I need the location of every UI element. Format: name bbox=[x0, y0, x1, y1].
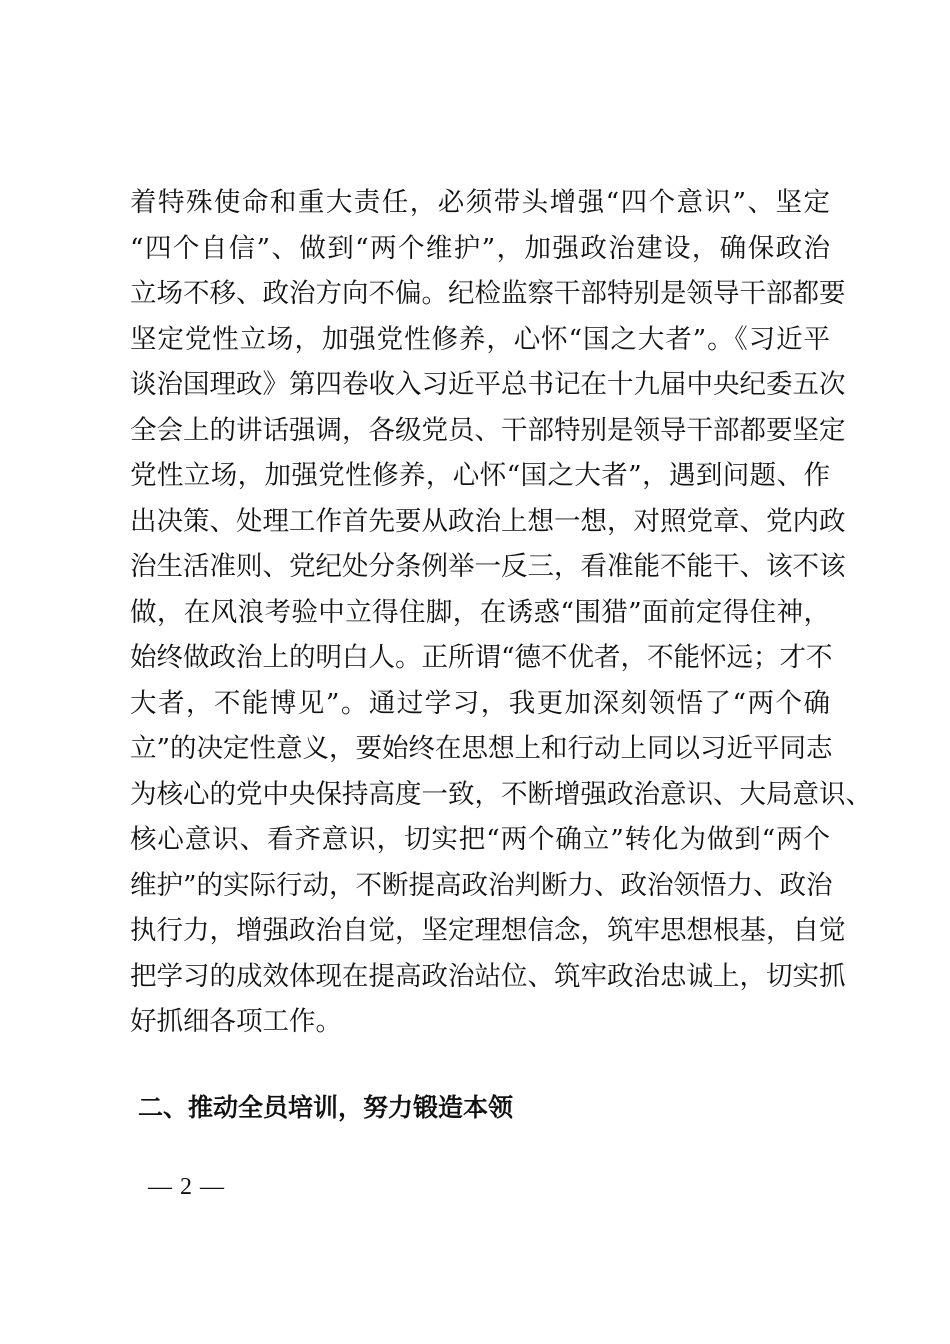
page-number: — 2 — bbox=[148, 1174, 225, 1200]
paragraph-line: 坚定党性立场，加强党性修养，心怀“国之大者”。《习近平 bbox=[130, 323, 830, 355]
paragraph-line: 立”的决定性意义，要始终在思想上和行动上同以习近平同志 bbox=[130, 733, 833, 764]
paragraph-line: “四个自信”、做到“两个维护”，加强政治建设，确保政治 bbox=[130, 232, 830, 264]
body-paragraph bbox=[130, 180, 872, 1045]
paragraph-line: 立场不移、政治方向不偏。纪检监察干部特别是领导干部都要 bbox=[130, 278, 846, 309]
paragraph-line: 维护”的实际行动，不断提高政治判断力、政治领悟力、政治 bbox=[130, 869, 833, 901]
paragraph-line: 谈治国理政》第四卷收入习近平总书记在十九届中央纪委五次 bbox=[130, 369, 846, 400]
paragraph-line: 好抓细各项工作。 bbox=[130, 1006, 342, 1037]
paragraph-line: 出决策、处理工作首先要从政治上想一想，对照党章、党内政 bbox=[130, 505, 846, 537]
paragraph-line: 大者，不能博见”。通过学习，我更加深刻领悟了“两个确 bbox=[130, 687, 830, 719]
paragraph-line: 全会上的讲话强调，各级党员、干部特别是领导干部都要坚定 bbox=[130, 414, 846, 446]
paragraph-line: 把学习的成效体现在提高政治站位、筑牢政治忠诚上，切实抓 bbox=[130, 960, 846, 992]
paragraph-line: 为核心的党中央保持高度一致，不断增强政治意识、大局意识、 bbox=[130, 778, 872, 810]
paragraph-line: 核心意识、看齐意识，切实把“两个确立”转化为做到“两个 bbox=[130, 824, 830, 855]
paragraph-line: 着特殊使命和重大责任，必须带头增强“四个意识”、坚定 bbox=[130, 187, 830, 218]
paragraph-line: 执行力，增强政治自觉，坚定理想信念，筑牢思想根基，自觉 bbox=[130, 915, 846, 946]
paragraph-line: 治生活准则、党纪处分条例举一反三，看准能不能干、该不该 bbox=[130, 551, 846, 582]
section-heading: 二、推动全员培训，努力锻造本领 bbox=[138, 1093, 514, 1122]
paragraph-line: 始终做政治上的明白人。正所谓“德不优者，不能怀远；才不 bbox=[130, 642, 833, 673]
paragraph-line: 党性立场，加强党性修养，心怀“国之大者”，遇到问题、作 bbox=[130, 460, 830, 491]
paragraph-line: 做，在风浪考验中立得住脚，在诱惑“围猎”面前定得住神， bbox=[130, 596, 830, 628]
